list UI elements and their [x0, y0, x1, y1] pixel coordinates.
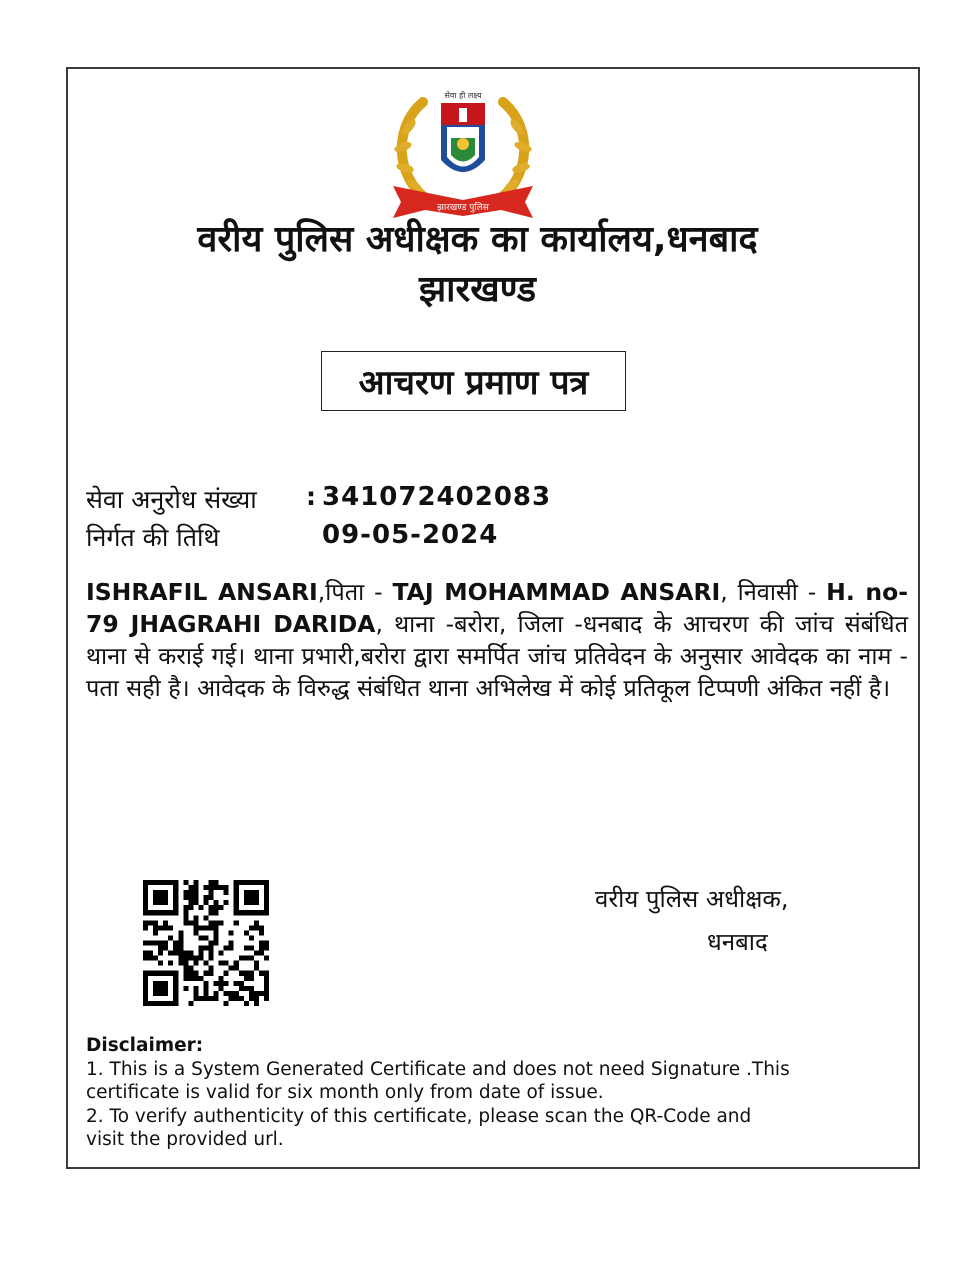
- disclaimer: [86, 1034, 886, 1152]
- statement-text: , थाना -बरोरा, जिला -धनबाद के आचरण की जांच संबंधित थाना से कराई गई। थाना प्रभारी,बरोरा द्वारा समर्पित जांच प्रतिवेदन के अनुसार आवेदक का नाम - पता सही है। आवेदक के विरुद्ध संबंधित थाना अभिलेख में कोई प्रतिकूल टिप्पणी अंकित नहीं है।: [86, 610, 909, 702]
- conduct-statement: [86, 576, 908, 704]
- office-state: झारखण्ड: [418, 269, 537, 310]
- office-title: वरीय पुलिस अधीक्षक का कार्यालय,धनबाद: [197, 219, 758, 260]
- jharkhand-police-emblem-icon: [383, 82, 543, 227]
- disclaimer-line: visit the provided url.: [86, 1129, 284, 1150]
- disclaimer-line: 2. To verify authenticity of this certificate, please scan the QR-Code and: [86, 1105, 752, 1127]
- issue-date-label: निर्गत की तिथि: [86, 523, 220, 552]
- applicant-address: H. no-79 JHAGRAHI DARIDA: [86, 578, 908, 638]
- signatory-designation: वरीय पुलिस अधीक्षक,: [595, 885, 789, 913]
- qr-code-icon[interactable]: [143, 880, 269, 1006]
- emblem-ribbon-text: झारखण्ड पुलिस: [437, 203, 489, 213]
- resident-label: , निवासी -: [720, 578, 827, 606]
- emblem-motto: सेवा ही लक्ष्य: [444, 91, 482, 100]
- applicant-name: ISHRAFIL ANSARI: [86, 578, 318, 606]
- issue-date-value: 09-05-2024: [322, 520, 499, 550]
- qr-code-modules: [143, 880, 269, 1006]
- disclaimer-line: certificate is valid for six month only from date of issue.: [86, 1082, 604, 1103]
- father-name: TAJ MOHAMMAD ANSARI: [392, 578, 721, 606]
- service-request-colon: :: [306, 482, 316, 511]
- disclaimer-heading: Disclaimer:: [86, 1035, 204, 1056]
- disclaimer-line: 1. This is a System Generated Certificate and does not need Signature .This: [86, 1058, 790, 1080]
- service-request-label: सेवा अनुरोध संख्या: [86, 485, 257, 514]
- father-label: ,पिता -: [317, 578, 393, 606]
- signatory-location: धनबाद: [707, 928, 768, 956]
- certificate-title-text: आचरण प्रमाण पत्र: [358, 363, 589, 403]
- service-request-number: 341072402083: [322, 482, 552, 512]
- certificate-title: [321, 351, 626, 411]
